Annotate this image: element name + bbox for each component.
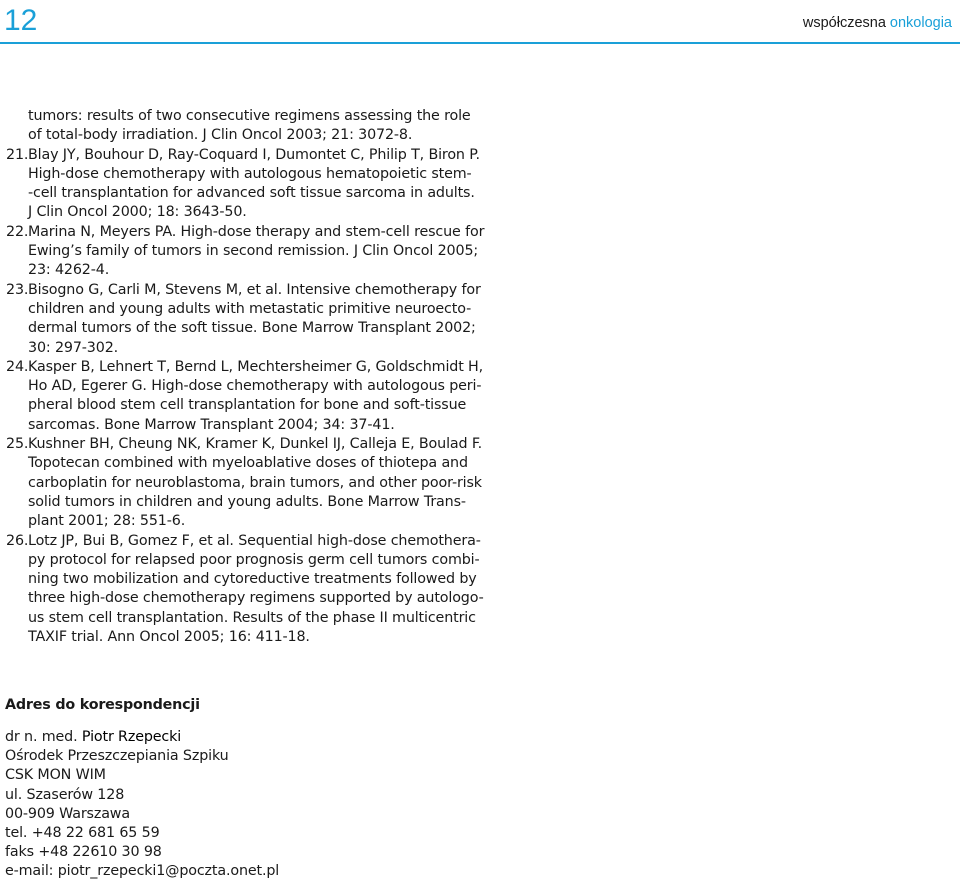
- address-line: 00-909 Warszawa: [5, 805, 130, 822]
- reference-text-line: Bisogno G, Carli M, Stevens M, et al. Intensive chemotherapy for: [28, 281, 481, 298]
- reference-text-line: ning two mobilization and cytoreductive treatments followed by: [28, 571, 477, 588]
- reference-item: [6, 281, 481, 358]
- reference-text-line: three high-dose chemotherapy regimens supported by autologo-: [28, 590, 484, 607]
- reference-item: [6, 435, 482, 531]
- reference-text-line: Marina N, Meyers PA. High-dose therapy and stem-cell rescue for: [28, 223, 485, 240]
- page-number: 12: [4, 4, 38, 37]
- email-line: e-mail: piotr_rzepecki1@poczta.onet.pl: [5, 863, 280, 880]
- reference-text-line: TAXIF trial. Ann Oncol 2005; 16: 411-18.: [28, 629, 310, 646]
- reference-text-line: Ho AD, Egerer G. High-dose chemotherapy with autologous peri-: [28, 378, 482, 395]
- correspondence-heading: Adres do korespondencji: [5, 697, 200, 713]
- reference-text-line: carboplatin for neuroblastoma, brain tumors, and other poor-risk: [28, 474, 482, 491]
- journal-title: [803, 15, 952, 31]
- reference-text-line: Kasper B, Lehnert T, Bernd L, Mechtersheimer G, Goldschmidt H,: [28, 358, 484, 375]
- header-rule: [0, 42, 960, 44]
- reference-text-line: of total-body irradiation. J Clin Oncol 2003; 21: 3072-8.: [28, 127, 413, 144]
- reference-item: [6, 107, 476, 146]
- reference-number: 22.: [6, 223, 29, 240]
- reference-text-line: Ewing’s family of tumors in second remission. J Clin Oncol 2005;: [28, 243, 479, 260]
- address-line: ul. Szaserów 128: [5, 786, 125, 803]
- reference-text-line: plant 2001; 28: 551-6.: [28, 513, 186, 530]
- reference-text-line: solid tumors in children and young adults. Bone Marrow Trans-: [28, 493, 466, 510]
- address-line: CSK MON WIM: [5, 767, 106, 784]
- correspondence-name: Piotr Rzepecki: [81, 729, 182, 745]
- reference-list: [6, 107, 485, 647]
- reference-number: 23.: [6, 281, 29, 298]
- reference-text-line: tumors: results of two consecutive regimens assessing the role: [28, 108, 471, 124]
- correspondence-name-line: [5, 728, 279, 747]
- reference-text-line: Blay JY, Bouhour D, Ray-Coquard I, Dumontet C, Philip T, Biron P.: [28, 146, 480, 163]
- journal-title-main: współczesna: [802, 15, 886, 31]
- reference-text-line: -cell transplantation for advanced soft tissue sarcoma in adults.: [28, 185, 475, 202]
- reference-text-line: children and young adults with metastatic primitive neuroecto-: [28, 300, 472, 317]
- reference-item: [6, 146, 480, 223]
- reference-text-line: us stem cell transplantation. Results of the phase II multicentric: [28, 609, 476, 626]
- address-line: Ośrodek Przeszczepiania Szpiku: [5, 748, 229, 765]
- phone-line: tel. +48 22 681 65 59: [5, 825, 160, 842]
- reference-text-line: High-dose chemotherapy with autologous hematopoietic stem-: [28, 165, 472, 182]
- reference-text-line: Lotz JP, Bui B, Gomez F, et al. Sequential high-dose chemothera-: [28, 532, 481, 549]
- correspondence-address: [5, 728, 279, 882]
- correspondence-title: dr n. med.: [5, 729, 78, 745]
- reference-item: [6, 532, 484, 648]
- reference-text-line: 30: 297-302.: [28, 339, 119, 356]
- reference-number: 25.: [6, 436, 29, 453]
- reference-text-line: sarcomas. Bone Marrow Transplant 2004; 34: 37-41.: [28, 416, 395, 433]
- reference-item: [6, 223, 485, 281]
- reference-text-line: dermal tumors of the soft tissue. Bone Marrow Transplant 2002;: [28, 320, 476, 337]
- fax-line: faks +48 22610 30 98: [5, 844, 162, 861]
- journal-title-accent: onkologia: [889, 15, 952, 31]
- reference-text-line: Kushner BH, Cheung NK, Kramer K, Dunkel IJ, Calleja E, Boulad F.: [28, 436, 482, 453]
- reference-text-line: Topotecan combined with myeloablative doses of thiotepa and: [28, 455, 468, 472]
- reference-text-line: pheral blood stem cell transplantation for bone and soft-tissue: [28, 397, 467, 414]
- reference-number: 24.: [6, 358, 29, 375]
- reference-number: 26.: [6, 532, 29, 549]
- reference-number: 21.: [6, 146, 29, 163]
- reference-text-line: 23: 4262-4.: [28, 262, 110, 279]
- reference-item: [6, 358, 484, 435]
- reference-text-line: py protocol for relapsed poor prognosis germ cell tumors combi-: [28, 551, 480, 568]
- reference-text-line: J Clin Oncol 2000; 18: 3643-50.: [28, 204, 247, 221]
